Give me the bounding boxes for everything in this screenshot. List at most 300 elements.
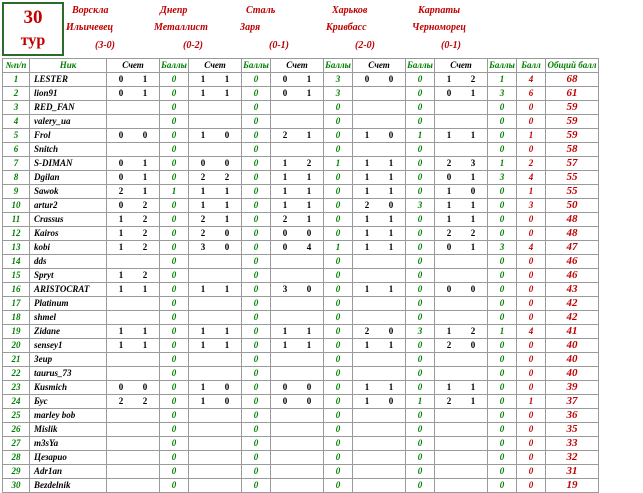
cell-score-2 bbox=[189, 465, 242, 479]
cell-ball: 4 bbox=[517, 325, 546, 339]
cell-points-3: 0 bbox=[324, 213, 353, 227]
cell-score-3 bbox=[271, 115, 324, 129]
cell-score-1: 0 1 bbox=[107, 73, 160, 87]
cell-points-5: 0 bbox=[488, 479, 517, 493]
cell-points-2: 0 bbox=[242, 311, 271, 325]
cell-score-4: 1 1 bbox=[353, 171, 406, 185]
cell-total: 19 bbox=[546, 479, 599, 493]
match-team1: Сталь bbox=[246, 5, 276, 16]
cell-points-1: 0 bbox=[160, 353, 189, 367]
cell-ball: 0 bbox=[517, 451, 546, 465]
cell-ball: 6 bbox=[517, 87, 546, 101]
cell-points-2: 0 bbox=[242, 129, 271, 143]
cell-np: 6 bbox=[3, 143, 30, 157]
cell-ball: 0 bbox=[517, 381, 546, 395]
table-row bbox=[3, 339, 599, 353]
header-total: Общий балл bbox=[546, 59, 599, 73]
cell-ball: 1 bbox=[517, 395, 546, 409]
cell-score-2: 1 1 bbox=[189, 87, 242, 101]
cell-score-4: 0 0 bbox=[353, 73, 406, 87]
table-row bbox=[3, 157, 599, 171]
cell-points-4: 0 bbox=[406, 283, 435, 297]
cell-score-3: 0 1 bbox=[271, 73, 324, 87]
cell-total: 57 bbox=[546, 157, 599, 171]
cell-np: 7 bbox=[3, 157, 30, 171]
cell-points-5: 0 bbox=[488, 283, 517, 297]
cell-score-5 bbox=[435, 465, 488, 479]
cell-total: 42 bbox=[546, 311, 599, 325]
cell-points-1: 0 bbox=[160, 101, 189, 115]
cell-score-3: 0 4 bbox=[271, 241, 324, 255]
cell-points-5: 0 bbox=[488, 213, 517, 227]
cell-score-4 bbox=[353, 311, 406, 325]
cell-score-5: 1 1 bbox=[435, 213, 488, 227]
cell-points-5: 0 bbox=[488, 297, 517, 311]
cell-ball: 0 bbox=[517, 269, 546, 283]
cell-score-4 bbox=[353, 367, 406, 381]
cell-points-3: 0 bbox=[324, 423, 353, 437]
cell-score-1 bbox=[107, 143, 160, 157]
cell-score-2: 1 1 bbox=[189, 339, 242, 353]
match-header-4 bbox=[326, 0, 404, 58]
cell-score-3 bbox=[271, 409, 324, 423]
cell-score-3 bbox=[271, 101, 324, 115]
cell-score-2: 0 0 bbox=[189, 157, 242, 171]
cell-points-1: 0 bbox=[160, 381, 189, 395]
cell-points-3: 0 bbox=[324, 115, 353, 129]
cell-score-1: 0 0 bbox=[107, 129, 160, 143]
cell-ball: 0 bbox=[517, 367, 546, 381]
cell-score-2 bbox=[189, 311, 242, 325]
cell-score-5 bbox=[435, 143, 488, 157]
cell-points-3: 0 bbox=[324, 381, 353, 395]
cell-np: 13 bbox=[3, 241, 30, 255]
cell-points-1: 0 bbox=[160, 199, 189, 213]
cell-points-2: 0 bbox=[242, 143, 271, 157]
cell-points-3: 1 bbox=[324, 241, 353, 255]
round-number: 30 bbox=[23, 7, 43, 28]
cell-nick: Spryt bbox=[30, 269, 107, 283]
cell-points-5: 0 bbox=[488, 311, 517, 325]
cell-points-1: 0 bbox=[160, 143, 189, 157]
cell-points-4: 0 bbox=[406, 73, 435, 87]
cell-score-5: 0 1 bbox=[435, 241, 488, 255]
cell-points-2: 0 bbox=[242, 353, 271, 367]
cell-score-4 bbox=[353, 269, 406, 283]
cell-score-2 bbox=[189, 423, 242, 437]
cell-points-5: 0 bbox=[488, 395, 517, 409]
cell-points-5: 0 bbox=[488, 451, 517, 465]
cell-nick: LESTER bbox=[30, 73, 107, 87]
cell-points-2: 0 bbox=[242, 255, 271, 269]
cell-points-2: 0 bbox=[242, 381, 271, 395]
cell-nick: Crassus bbox=[30, 213, 107, 227]
cell-points-4: 0 bbox=[406, 311, 435, 325]
table-body bbox=[3, 73, 599, 493]
cell-points-2: 0 bbox=[242, 297, 271, 311]
cell-total: 59 bbox=[546, 101, 599, 115]
cell-nick: shmel bbox=[30, 311, 107, 325]
cell-points-3: 0 bbox=[324, 269, 353, 283]
cell-points-1: 0 bbox=[160, 465, 189, 479]
cell-score-4 bbox=[353, 87, 406, 101]
cell-score-5: 1 1 bbox=[435, 129, 488, 143]
cell-points-1: 0 bbox=[160, 227, 189, 241]
cell-total: 35 bbox=[546, 423, 599, 437]
cell-np: 16 bbox=[3, 283, 30, 297]
cell-total: 43 bbox=[546, 283, 599, 297]
cell-score-5: 0 1 bbox=[435, 171, 488, 185]
header-ball: Балл bbox=[517, 59, 546, 73]
cell-points-5: 0 bbox=[488, 423, 517, 437]
cell-points-3: 0 bbox=[324, 199, 353, 213]
cell-score-2 bbox=[189, 297, 242, 311]
cell-points-5: 0 bbox=[488, 227, 517, 241]
cell-points-4: 0 bbox=[406, 171, 435, 185]
cell-points-3: 0 bbox=[324, 101, 353, 115]
cell-points-3: 0 bbox=[324, 143, 353, 157]
cell-score-3: 0 0 bbox=[271, 381, 324, 395]
cell-nick: ARISTOCRAT bbox=[30, 283, 107, 297]
cell-points-4: 0 bbox=[406, 409, 435, 423]
cell-ball: 4 bbox=[517, 73, 546, 87]
cell-points-1: 1 bbox=[160, 185, 189, 199]
cell-points-4: 0 bbox=[406, 101, 435, 115]
cell-score-3 bbox=[271, 269, 324, 283]
header-schet-1: Счет bbox=[107, 59, 160, 73]
header-schet-5: Счет bbox=[435, 59, 488, 73]
cell-points-2: 0 bbox=[242, 171, 271, 185]
match-team1: Карпаты bbox=[418, 5, 461, 16]
cell-total: 31 bbox=[546, 465, 599, 479]
cell-score-3: 2 1 bbox=[271, 129, 324, 143]
table-row bbox=[3, 129, 599, 143]
cell-score-4 bbox=[353, 437, 406, 451]
cell-score-3: 3 0 bbox=[271, 283, 324, 297]
cell-score-3: 2 1 bbox=[271, 213, 324, 227]
table-row bbox=[3, 423, 599, 437]
cell-total: 48 bbox=[546, 213, 599, 227]
cell-nick: sensey1 bbox=[30, 339, 107, 353]
cell-score-5: 2 0 bbox=[435, 339, 488, 353]
cell-nick: kobi bbox=[30, 241, 107, 255]
cell-points-3: 3 bbox=[324, 73, 353, 87]
cell-points-1: 0 bbox=[160, 269, 189, 283]
cell-score-2 bbox=[189, 437, 242, 451]
cell-score-5 bbox=[435, 409, 488, 423]
cell-total: 59 bbox=[546, 115, 599, 129]
cell-nick: artur2 bbox=[30, 199, 107, 213]
cell-ball: 0 bbox=[517, 143, 546, 157]
cell-points-1: 0 bbox=[160, 311, 189, 325]
cell-score-2: 1 1 bbox=[189, 283, 242, 297]
cell-score-2 bbox=[189, 143, 242, 157]
cell-ball: 0 bbox=[517, 283, 546, 297]
cell-score-1: 1 2 bbox=[107, 213, 160, 227]
cell-points-1: 0 bbox=[160, 339, 189, 353]
cell-np: 28 bbox=[3, 451, 30, 465]
cell-np: 4 bbox=[3, 115, 30, 129]
cell-np: 11 bbox=[3, 213, 30, 227]
table-row bbox=[3, 87, 599, 101]
cell-total: 61 bbox=[546, 87, 599, 101]
cell-score-5: 1 1 bbox=[435, 199, 488, 213]
table-row bbox=[3, 213, 599, 227]
cell-nick: Kairos bbox=[30, 227, 107, 241]
cell-total: 50 bbox=[546, 199, 599, 213]
cell-ball: 4 bbox=[517, 241, 546, 255]
cell-points-2: 0 bbox=[242, 227, 271, 241]
cell-score-3 bbox=[271, 423, 324, 437]
cell-points-4: 0 bbox=[406, 353, 435, 367]
cell-points-3: 0 bbox=[324, 353, 353, 367]
cell-total: 47 bbox=[546, 241, 599, 255]
cell-score-3 bbox=[271, 311, 324, 325]
cell-total: 55 bbox=[546, 171, 599, 185]
cell-score-2 bbox=[189, 115, 242, 129]
cell-ball: 0 bbox=[517, 213, 546, 227]
cell-ball: 0 bbox=[517, 115, 546, 129]
cell-score-4: 1 1 bbox=[353, 283, 406, 297]
cell-points-4: 0 bbox=[406, 367, 435, 381]
cell-score-3 bbox=[271, 437, 324, 451]
cell-score-4: 1 1 bbox=[353, 381, 406, 395]
cell-score-3: 1 1 bbox=[271, 199, 324, 213]
table-row bbox=[3, 381, 599, 395]
cell-score-1 bbox=[107, 353, 160, 367]
cell-score-2 bbox=[189, 269, 242, 283]
cell-ball: 0 bbox=[517, 255, 546, 269]
cell-points-3: 0 bbox=[324, 171, 353, 185]
table-row bbox=[3, 409, 599, 423]
cell-points-3: 0 bbox=[324, 437, 353, 451]
cell-total: 42 bbox=[546, 297, 599, 311]
cell-points-1: 0 bbox=[160, 367, 189, 381]
cell-score-2: 1 0 bbox=[189, 129, 242, 143]
cell-score-1: 1 2 bbox=[107, 241, 160, 255]
cell-points-5: 0 bbox=[488, 269, 517, 283]
cell-points-5: 0 bbox=[488, 143, 517, 157]
cell-points-4: 1 bbox=[406, 129, 435, 143]
cell-score-3: 1 1 bbox=[271, 185, 324, 199]
cell-points-5: 1 bbox=[488, 157, 517, 171]
cell-ball: 4 bbox=[517, 171, 546, 185]
cell-np: 17 bbox=[3, 297, 30, 311]
cell-total: 40 bbox=[546, 339, 599, 353]
cell-points-1: 0 bbox=[160, 437, 189, 451]
cell-np: 25 bbox=[3, 409, 30, 423]
cell-points-2: 0 bbox=[242, 423, 271, 437]
cell-score-4: 2 0 bbox=[353, 325, 406, 339]
cell-score-5 bbox=[435, 437, 488, 451]
cell-score-3: 1 2 bbox=[271, 157, 324, 171]
cell-score-2 bbox=[189, 101, 242, 115]
cell-points-4: 0 bbox=[406, 185, 435, 199]
table-row bbox=[3, 437, 599, 451]
header-bally-1: Баллы bbox=[160, 59, 189, 73]
cell-score-2: 1 1 bbox=[189, 199, 242, 213]
cell-score-5: 1 2 bbox=[435, 325, 488, 339]
cell-ball: 1 bbox=[517, 129, 546, 143]
cell-points-1: 0 bbox=[160, 171, 189, 185]
cell-points-3: 0 bbox=[324, 311, 353, 325]
cell-total: 36 bbox=[546, 409, 599, 423]
cell-score-1: 0 2 bbox=[107, 199, 160, 213]
cell-total: 32 bbox=[546, 451, 599, 465]
match-team2: Черноморец bbox=[412, 22, 466, 33]
cell-ball: 0 bbox=[517, 339, 546, 353]
cell-points-4: 0 bbox=[406, 115, 435, 129]
cell-points-2: 0 bbox=[242, 213, 271, 227]
cell-np: 5 bbox=[3, 129, 30, 143]
cell-score-5 bbox=[435, 451, 488, 465]
cell-score-5 bbox=[435, 297, 488, 311]
cell-points-3: 0 bbox=[324, 129, 353, 143]
match-header-3 bbox=[240, 0, 318, 58]
cell-points-5: 0 bbox=[488, 367, 517, 381]
cell-points-4: 0 bbox=[406, 381, 435, 395]
cell-score-3 bbox=[271, 143, 324, 157]
cell-nick: Бус bbox=[30, 395, 107, 409]
cell-np: 23 bbox=[3, 381, 30, 395]
cell-score-1: 0 1 bbox=[107, 157, 160, 171]
cell-nick: Adr1an bbox=[30, 465, 107, 479]
header-schet-4: Счет bbox=[353, 59, 406, 73]
cell-np: 3 bbox=[3, 101, 30, 115]
cell-ball: 0 bbox=[517, 311, 546, 325]
cell-points-2: 0 bbox=[242, 73, 271, 87]
cell-points-1: 0 bbox=[160, 283, 189, 297]
cell-points-1: 0 bbox=[160, 73, 189, 87]
table-row bbox=[3, 115, 599, 129]
cell-score-4: 2 0 bbox=[353, 199, 406, 213]
cell-ball: 0 bbox=[517, 465, 546, 479]
header-schet-2: Счет bbox=[189, 59, 242, 73]
cell-score-2 bbox=[189, 409, 242, 423]
cell-nick: Bezdelnik bbox=[30, 479, 107, 493]
cell-np: 26 bbox=[3, 423, 30, 437]
cell-points-3: 0 bbox=[324, 339, 353, 353]
cell-points-4: 0 bbox=[406, 297, 435, 311]
cell-nick: m3sYa bbox=[30, 437, 107, 451]
cell-points-5: 0 bbox=[488, 199, 517, 213]
cell-points-1: 0 bbox=[160, 129, 189, 143]
header-schet-3: Счет bbox=[271, 59, 324, 73]
cell-points-1: 0 bbox=[160, 297, 189, 311]
cell-np: 8 bbox=[3, 171, 30, 185]
cell-score-1 bbox=[107, 465, 160, 479]
header-bally-4: Баллы bbox=[406, 59, 435, 73]
cell-nick: Snitch bbox=[30, 143, 107, 157]
cell-points-4: 0 bbox=[406, 227, 435, 241]
cell-nick: taurus_73 bbox=[30, 367, 107, 381]
cell-score-1 bbox=[107, 423, 160, 437]
cell-points-3: 0 bbox=[324, 185, 353, 199]
table-row bbox=[3, 227, 599, 241]
header-bally-5: Баллы bbox=[488, 59, 517, 73]
table-row bbox=[3, 353, 599, 367]
cell-points-3: 0 bbox=[324, 297, 353, 311]
cell-score-4: 1 1 bbox=[353, 185, 406, 199]
cell-points-1: 0 bbox=[160, 87, 189, 101]
cell-np: 29 bbox=[3, 465, 30, 479]
cell-nick: marley bob bbox=[30, 409, 107, 423]
cell-points-2: 0 bbox=[242, 465, 271, 479]
cell-points-4: 0 bbox=[406, 87, 435, 101]
match-team2: Заря bbox=[240, 22, 261, 33]
cell-score-1 bbox=[107, 255, 160, 269]
cell-score-3 bbox=[271, 367, 324, 381]
round-label: тур bbox=[20, 32, 46, 49]
cell-score-4: 1 0 bbox=[353, 395, 406, 409]
cell-score-3 bbox=[271, 479, 324, 493]
table-row bbox=[3, 171, 599, 185]
cell-total: 39 bbox=[546, 381, 599, 395]
cell-np: 20 bbox=[3, 339, 30, 353]
table-row bbox=[3, 101, 599, 115]
cell-score-1 bbox=[107, 451, 160, 465]
cell-score-1: 1 2 bbox=[107, 227, 160, 241]
cell-ball: 0 bbox=[517, 353, 546, 367]
match-team2: Металлист bbox=[154, 22, 208, 33]
cell-score-3: 1 1 bbox=[271, 171, 324, 185]
cell-score-2: 2 2 bbox=[189, 171, 242, 185]
cell-score-2: 2 1 bbox=[189, 213, 242, 227]
table-row bbox=[3, 255, 599, 269]
cell-points-1: 0 bbox=[160, 479, 189, 493]
cell-score-5 bbox=[435, 255, 488, 269]
cell-points-3: 0 bbox=[324, 395, 353, 409]
cell-points-1: 0 bbox=[160, 423, 189, 437]
table-row bbox=[3, 199, 599, 213]
cell-points-2: 0 bbox=[242, 437, 271, 451]
cell-score-1 bbox=[107, 115, 160, 129]
table-row bbox=[3, 73, 599, 87]
cell-total: 68 bbox=[546, 73, 599, 87]
cell-score-3: 0 1 bbox=[271, 87, 324, 101]
cell-score-3 bbox=[271, 255, 324, 269]
cell-np: 12 bbox=[3, 227, 30, 241]
cell-points-5: 0 bbox=[488, 255, 517, 269]
cell-points-2: 0 bbox=[242, 87, 271, 101]
cell-np: 19 bbox=[3, 325, 30, 339]
cell-points-3: 0 bbox=[324, 227, 353, 241]
cell-nick: Frol bbox=[30, 129, 107, 143]
cell-points-5: 0 bbox=[488, 115, 517, 129]
table-row bbox=[3, 395, 599, 409]
table-row bbox=[3, 367, 599, 381]
cell-score-3: 0 0 bbox=[271, 227, 324, 241]
cell-score-4: 1 1 bbox=[353, 157, 406, 171]
cell-score-1 bbox=[107, 409, 160, 423]
cell-score-5: 2 1 bbox=[435, 395, 488, 409]
cell-score-2: 3 0 bbox=[189, 241, 242, 255]
table-row bbox=[3, 143, 599, 157]
cell-score-2: 1 1 bbox=[189, 185, 242, 199]
cell-ball: 0 bbox=[517, 423, 546, 437]
match-team2: Кривбасс bbox=[326, 22, 367, 33]
match-score: (0-1) bbox=[441, 40, 461, 51]
standings-table bbox=[2, 58, 599, 493]
header-bally-2: Баллы bbox=[242, 59, 271, 73]
cell-np: 22 bbox=[3, 367, 30, 381]
cell-points-3: 0 bbox=[324, 479, 353, 493]
cell-score-4: 1 1 bbox=[353, 227, 406, 241]
cell-points-2: 0 bbox=[242, 409, 271, 423]
cell-ball: 0 bbox=[517, 437, 546, 451]
cell-points-2: 0 bbox=[242, 157, 271, 171]
cell-ball: 3 bbox=[517, 199, 546, 213]
